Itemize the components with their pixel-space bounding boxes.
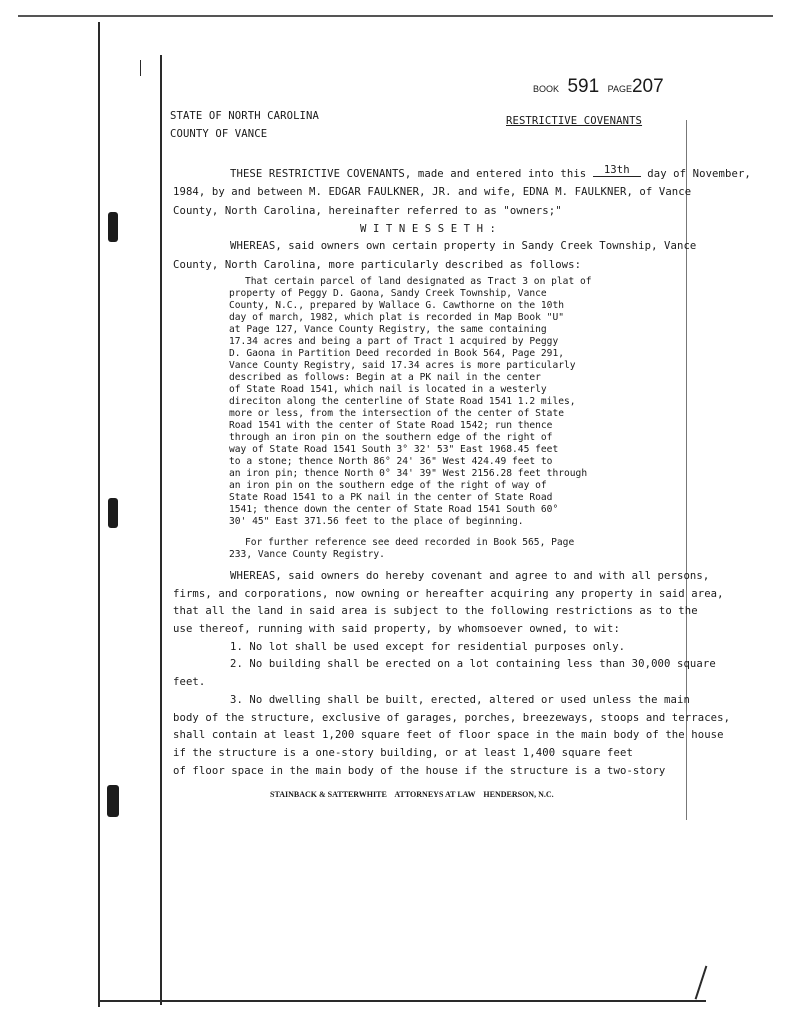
whereas1-line-1: WHEREAS, said owners own certain property in Sandy Creek Township, Vance (230, 240, 697, 252)
whereas2-line-1: WHEREAS, said owners do hereby covenant and agree to and with all persons, (230, 570, 710, 582)
document-title: RESTRICTIVE COVENANTS (506, 115, 643, 127)
desc-line: 17.34 acres and being a part of Tract 1 acquired by Peggy (229, 336, 559, 347)
desc-line: an iron pin on the southern edge of the right of way of (229, 480, 547, 491)
desc-line: at Page 127, Vance County Registry, the same containing (229, 324, 547, 335)
book-number: 591 (567, 76, 600, 97)
binder-hole-top (108, 212, 118, 242)
binder-hole-bottom (107, 785, 119, 817)
opening-line-3: County, North Carolina, hereinafter referred to as "owners;" (173, 205, 562, 217)
desc-line: property of Peggy D. Gaona, Sandy Creek Township, Vance (229, 288, 547, 299)
restriction-2: 2. No building shall be erected on a lot containing less than 30,000 square (230, 658, 716, 670)
desc-line: D. Gaona in Partition Deed recorded in Book 564, Page 291, (229, 348, 565, 359)
book-label: BOOK (533, 84, 560, 94)
desc-line: Vance County Registry, said 17.34 acres is more particularly (229, 360, 576, 371)
desc-line: more or less, from the intersection of the center of State (229, 408, 565, 419)
left-margin-rule-outer (98, 22, 100, 1007)
desc-line: That certain parcel of land designated as Tract 3 on plat of (245, 276, 592, 287)
whereas2-line-3: that all the land in said area is subject to the following restrictions as to the (173, 605, 698, 617)
whereas1-line-2: County, North Carolina, more particularly described as follows: (173, 259, 582, 271)
restriction-3-line-1: 3. No dwelling shall be built, erected, altered or used unless the main (230, 694, 690, 706)
desc-line: of State Road 1541, which nail is located in a westerly (229, 384, 547, 395)
opening-line-2: 1984, by and between M. EDGAR FAULKNER, JR. and wife, EDNA M. FAULKNER, of Vance (173, 186, 692, 198)
reference-line-1: For further reference see deed recorded in Book 565, Page (245, 537, 575, 548)
page-label: PAGE (607, 84, 632, 94)
desc-line: direciton along the centerline of State Road 1541 1.2 miles, (229, 396, 576, 407)
whereas2-line-2: firms, and corporations, now owning or hereafter acquiring any property in said area, (173, 588, 724, 600)
left-margin-rule-inner (160, 55, 162, 1005)
bottom-right-mark (695, 966, 707, 1000)
opening-text-a: THESE RESTRICTIVE COVENANTS, made and entered into this (230, 168, 587, 180)
restriction-2-cont: feet. (173, 676, 206, 688)
left-edge-mark (140, 60, 141, 76)
restriction-1: 1. No lot shall be used except for residential purposes only. (230, 641, 626, 653)
desc-line: Road 1541 with the center of State Road 1542; run thence (229, 420, 553, 431)
reference-line-2: 233, Vance County Registry. (229, 549, 385, 560)
whereas2-line-4: use thereof, running with said property, by whomsoever owned, to wit: (173, 623, 620, 635)
restriction-3-line-2: body of the structure, exclusive of garages, porches, breezeways, stoops and terraces, (173, 712, 731, 724)
desc-line: State Road 1541 to a PK nail in the center of State Road (229, 492, 553, 503)
desc-line: 30' 45" East 371.56 feet to the place of beginning. (229, 516, 524, 527)
page-number: 207 (631, 76, 664, 97)
county-heading: COUNTY OF VANCE (170, 128, 268, 140)
desc-line: 1541; thence down the center of State Road 1541 South 60° (229, 504, 559, 515)
desc-line: way of State Road 1541 South 3° 32' 53" East 1968.45 feet (229, 444, 559, 455)
opening-text-b: day of November, (647, 168, 751, 180)
opening-line-1 (230, 164, 751, 181)
desc-line: an iron pin; thence North 0° 34' 39" West 2156.28 feet through (229, 468, 588, 479)
state-heading: STATE OF NORTH CAROLINA (170, 110, 319, 122)
witnesseth-heading: W I T N E S S E T H : (360, 223, 497, 235)
restriction-3-line-4: if the structure is a one-story building, or at least 1,400 square feet (173, 747, 633, 759)
desc-line: to a stone; thence North 86° 24' 36" West 424.49 feet to (229, 456, 553, 467)
opening-day: 13th (593, 164, 641, 177)
law-firm-footer: STAINBACK & SATTERWHITE ATTORNEYS AT LAW HENDERSON, N.C. (270, 790, 554, 799)
restriction-3-line-3: shall contain at least 1,200 square feet of floor space in the main body of the house (173, 729, 724, 741)
desc-line: day of march, 1982, which plat is recorded in Map Book "U" (229, 312, 565, 323)
top-scan-edge (18, 15, 773, 17)
desc-line: described as follows: Begin at a PK nail in the center (229, 372, 541, 383)
book-page-stamp (533, 76, 664, 98)
bottom-rule (100, 1000, 706, 1002)
desc-line: through an iron pin on the southern edge of the right of (229, 432, 553, 443)
restriction-3-line-5: of floor space in the main body of the house if the structure is a two-story (173, 765, 666, 777)
desc-line: County, N.C., prepared by Wallace G. Cawthorne on the 10th (229, 300, 565, 311)
binder-hole-middle (108, 498, 118, 528)
